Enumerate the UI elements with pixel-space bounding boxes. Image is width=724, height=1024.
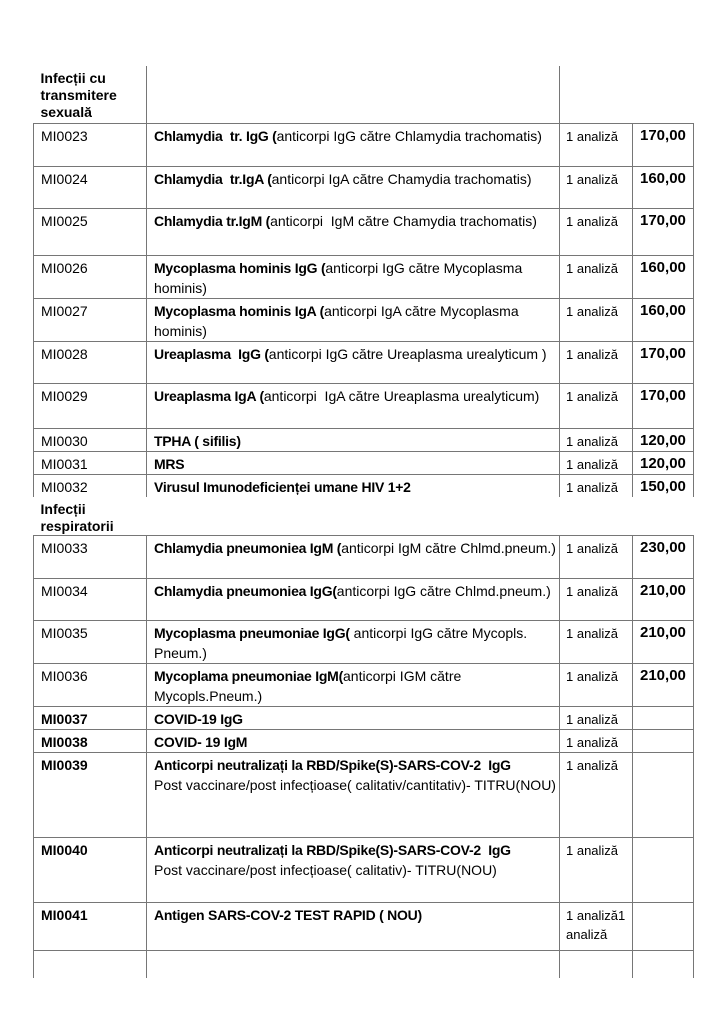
code-cell: MI0031 <box>34 451 147 474</box>
name-cell <box>147 578 560 620</box>
section-header: Infecții respiratorii <box>40 500 114 534</box>
name-cell <box>147 166 560 208</box>
test-name-description: Post vaccinare/post infecțioase( calitativ/cantitativ)- TITRU(NOU) <box>154 776 556 793</box>
price-cell: 160,00 <box>633 298 694 341</box>
price-cell: 120,00 <box>633 428 694 451</box>
price-cell: 170,00 <box>633 341 694 383</box>
code-cell: MI0030 <box>34 428 147 451</box>
table-row <box>34 902 694 950</box>
price-table-body <box>34 66 694 978</box>
code-cell: MI0037 <box>34 706 147 729</box>
unit-cell: 1 analiză <box>560 620 633 663</box>
name-cell <box>147 383 560 428</box>
table-row <box>34 535 694 578</box>
price-table <box>33 66 694 978</box>
unit-cell: 1 analiză <box>560 663 633 706</box>
code-cell: MI0040 <box>34 837 147 902</box>
test-name-bold: TPHA ( sifilis) <box>154 432 241 449</box>
code-cell: MI0041 <box>34 902 147 950</box>
price-cell: 170,00 <box>633 208 694 255</box>
unit-cell <box>560 497 633 536</box>
price-cell <box>633 497 694 536</box>
table-row <box>34 474 694 497</box>
code-cell: MI0038 <box>34 729 147 752</box>
test-name-description: Post vaccinare/post infecțioase( calitativ)- TITRU(NOU) <box>154 861 497 878</box>
price-cell: 170,00 <box>633 123 694 166</box>
test-name-description: anticorpi IgG către Chlamydia trachomatis) <box>276 127 542 144</box>
test-name-bold: Chlamydia tr.IgA ( <box>154 170 272 187</box>
unit-second-line: analiză <box>566 926 608 942</box>
test-name-bold: Mycoplama pneumoniae IgM( <box>154 667 343 684</box>
test-name-bold: Mycoplasma pneumoniae IgG( <box>154 624 350 641</box>
test-name-bold: Anticorpi neutralizați la RBD/Spike(S)-SARS-COV-2 IgG <box>154 756 511 773</box>
test-name-description: anticorpi IGM către Mycopls.Pneum.) <box>154 667 466 704</box>
price-cell <box>633 950 694 978</box>
code-cell: MI0032 <box>34 474 147 497</box>
code-cell: MI0036 <box>34 663 147 706</box>
unit-cell <box>560 950 633 978</box>
test-name-description: anticorpi IgG către Mycopls. Pneum.) <box>154 624 532 661</box>
code-cell: MI0035 <box>34 620 147 663</box>
unit-cell: 1 analiză <box>560 729 633 752</box>
table-row <box>34 298 694 341</box>
table-row <box>34 578 694 620</box>
price-cell: 210,00 <box>633 620 694 663</box>
name-cell <box>147 837 560 902</box>
code-cell: MI0033 <box>34 535 147 578</box>
name-cell <box>147 123 560 166</box>
unit-cell: 1 analiză <box>560 255 633 298</box>
test-name-description: anticorpi IgG către Mycoplasma hominis) <box>154 259 527 296</box>
code-cell: MI0026 <box>34 255 147 298</box>
name-cell <box>147 950 560 978</box>
test-name-description: anticorpi IgM către Chamydia trachomatis) <box>270 212 537 229</box>
unit-cell: 1 analiză <box>560 298 633 341</box>
name-cell <box>147 729 560 752</box>
test-name-bold: Anticorpi neutralizați la RBD/Spike(S)-SARS-COV-2 IgG <box>154 841 511 858</box>
price-cell: 170,00 <box>633 383 694 428</box>
table-row <box>34 752 694 837</box>
test-name-description: anticorpi IgA către Mycoplasma hominis) <box>154 302 523 339</box>
name-cell <box>147 535 560 578</box>
code-cell: MI0034 <box>34 578 147 620</box>
unit-cell: 1 analiză <box>560 383 633 428</box>
table-row <box>34 451 694 474</box>
test-name-bold: Ureaplasma IgG ( <box>154 345 269 362</box>
test-name-bold: Virusul Imunodeficienței umane HIV 1+2 <box>154 478 411 495</box>
test-name-bold: COVID- 19 IgM <box>154 733 248 750</box>
table-row <box>34 837 694 902</box>
code-cell: MI0039 <box>34 752 147 837</box>
name-cell <box>147 663 560 706</box>
price-cell <box>633 706 694 729</box>
unit-cell <box>560 66 633 123</box>
test-name-description: anticorpi IgG către Chlmd.pneum.) <box>336 582 551 599</box>
table-row <box>34 729 694 752</box>
price-cell: 210,00 <box>633 578 694 620</box>
unit-cell: 1 analiză <box>560 451 633 474</box>
test-name-bold: MRS <box>154 455 185 472</box>
test-name-description: anticorpi IgA către Ureaplasma urealyticum) <box>263 387 540 404</box>
unit-cell: 1 analiză <box>560 474 633 497</box>
unit-cell: 1 analiză <box>560 535 633 578</box>
name-cell <box>147 341 560 383</box>
unit-cell: 1 analiză <box>560 428 633 451</box>
test-name-bold: COVID-19 IgG <box>154 710 243 727</box>
name-cell <box>147 66 560 123</box>
table-row <box>34 166 694 208</box>
price-cell: 120,00 <box>633 451 694 474</box>
price-cell <box>633 66 694 123</box>
name-cell <box>147 255 560 298</box>
test-name-bold: Chlamydia pneumoniea IgG( <box>154 582 337 599</box>
code-cell: MI0027 <box>34 298 147 341</box>
price-cell <box>633 752 694 837</box>
price-cell: 150,00 <box>633 474 694 497</box>
table-row <box>34 383 694 428</box>
test-name-bold: Mycoplasma hominis IgA ( <box>154 302 325 319</box>
name-cell <box>147 902 560 950</box>
unit-cell: 1 analiză <box>560 706 633 729</box>
unit-cell: 1 analiză <box>560 752 633 837</box>
test-name-bold: Chlamydia tr. IgG ( <box>154 127 277 144</box>
test-name-description: anticorpi IgM către Chlmd.pneum.) <box>341 539 556 556</box>
table-row <box>34 341 694 383</box>
price-cell <box>633 837 694 902</box>
unit-cell: 1 analiză1 analiză <box>560 902 633 950</box>
price-cell <box>633 902 694 950</box>
table-row <box>34 123 694 166</box>
price-cell: 160,00 <box>633 166 694 208</box>
unit-cell: 1 analiză <box>560 341 633 383</box>
table-row <box>34 208 694 255</box>
test-name-bold: Antigen SARS-COV-2 TEST RAPID ( NOU) <box>154 906 422 923</box>
test-name-bold: Ureaplasma IgA ( <box>154 387 264 404</box>
empty-row <box>34 950 694 978</box>
unit-cell: 1 analiză <box>560 166 633 208</box>
test-name-bold: Chlamydia pneumoniea IgM ( <box>154 539 342 556</box>
test-name-bold: Chlamydia tr.IgM ( <box>154 212 271 229</box>
section-row <box>34 497 694 536</box>
name-cell <box>147 474 560 497</box>
name-cell <box>147 497 560 536</box>
table-row <box>34 255 694 298</box>
unit-cell: 1 analiză <box>560 123 633 166</box>
table-row <box>34 428 694 451</box>
code-cell: MI0029 <box>34 383 147 428</box>
name-cell <box>147 620 560 663</box>
unit-cell: 1 analiză <box>560 208 633 255</box>
test-name-description: anticorpi IgG către Ureaplasma urealyticum ) <box>268 345 547 362</box>
table-row <box>34 620 694 663</box>
price-cell <box>633 729 694 752</box>
unit-cell: 1 analiză <box>560 578 633 620</box>
table-row <box>34 706 694 729</box>
price-cell: 210,00 <box>633 663 694 706</box>
name-cell <box>147 428 560 451</box>
section-header: Infecții cu transmitere sexuală <box>34 66 147 123</box>
code-cell: MI0023 <box>34 123 147 166</box>
section-row <box>34 66 694 123</box>
table-row <box>34 663 694 706</box>
test-name-bold: Mycoplasma hominis IgG ( <box>154 259 326 276</box>
unit-cell: 1 analiză <box>560 837 633 902</box>
code-cell: MI0024 <box>34 166 147 208</box>
name-cell <box>147 706 560 729</box>
price-cell: 160,00 <box>633 255 694 298</box>
name-cell <box>147 208 560 255</box>
code-cell: MI0028 <box>34 341 147 383</box>
price-cell: 230,00 <box>633 535 694 578</box>
name-cell <box>147 752 560 837</box>
name-cell <box>147 451 560 474</box>
code-cell: MI0025 <box>34 208 147 255</box>
test-name-description: anticorpi IgA către Chamydia trachomatis) <box>271 170 532 187</box>
code-cell <box>34 950 147 978</box>
name-cell <box>147 298 560 341</box>
